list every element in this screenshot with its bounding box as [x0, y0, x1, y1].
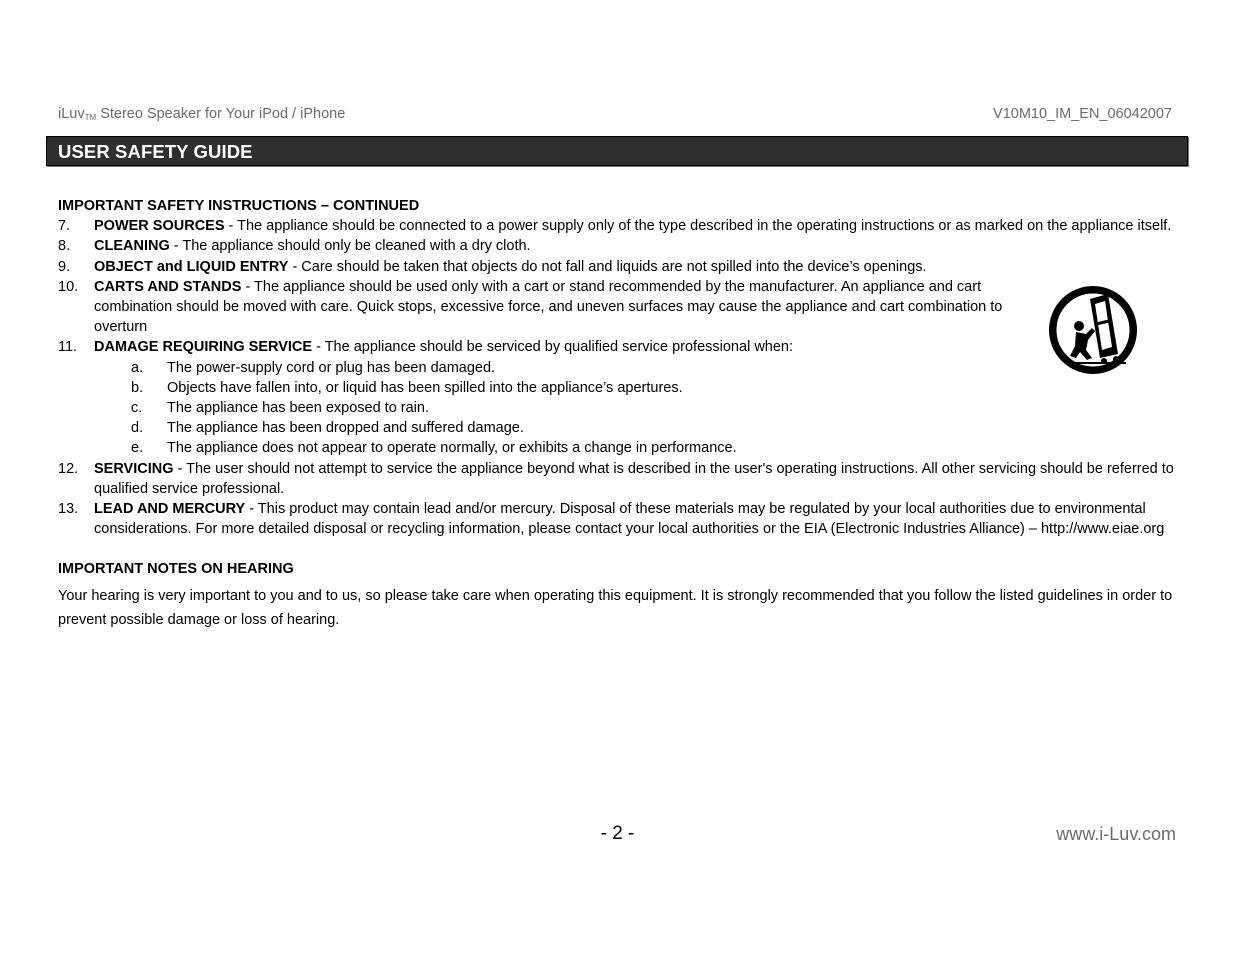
instruction-item-8 [58, 236, 1178, 256]
item-title: DAMAGE REQUIRING SERVICE [94, 339, 313, 356]
hearing-heading: IMPORTANT NOTES ON HEARING [58, 561, 294, 578]
item-number: 8. [58, 238, 71, 255]
sub-item-letter: d. [131, 420, 144, 437]
instruction-item-7 [58, 216, 1178, 236]
header-product-title [58, 106, 345, 122]
sub-item-b [58, 378, 1178, 398]
sub-item-letter: c. [131, 400, 143, 417]
item-title: CLEANING [94, 238, 170, 255]
section-title: USER SAFETY GUIDE [58, 141, 253, 162]
item-title: LEAD AND MERCURY [94, 501, 246, 518]
instructions-heading: IMPORTANT SAFETY INSTRUCTIONS – CONTINUED [58, 198, 420, 214]
sub-item-text: Objects have fallen into, or liquid has been spilled into the appliance’s apertures. [167, 379, 683, 396]
item-number: 10. [58, 278, 79, 295]
sub-item-c [58, 398, 1178, 418]
product-description: Stereo Speaker for Your iPod / iPhone [96, 106, 346, 122]
item-text: - The appliance should be connected to a power supply only of the type described in the operating instructions or as marked on the appliance itself. [224, 218, 1172, 235]
sub-item-letter: e. [131, 440, 144, 457]
sub-item-a [58, 358, 1178, 378]
sub-item-d [58, 418, 1178, 438]
instruction-item-11 [58, 337, 1178, 357]
item-text: - The user should not attempt to service the appliance beyond what is described in the user's operating instructions. All other servicing should be referred to qualified service professional. [94, 460, 1174, 497]
instruction-item-13 [58, 499, 1178, 539]
sub-item-letter: b. [131, 379, 144, 396]
item-title: SERVICING [94, 460, 174, 477]
item-number: 7. [58, 218, 71, 235]
item-number: 9. [58, 258, 71, 275]
trademark-mark: TM [84, 113, 97, 122]
item-title: OBJECT and LIQUID ENTRY [94, 258, 289, 275]
item-title: POWER SOURCES [94, 218, 225, 235]
sub-item-e [58, 438, 1178, 458]
item-text: - The appliance should be used only with a cart or stand recommended by the manufacturer. An appliance and cart combination should be moved with care. Quick stops, excessive force, and uneven surfaces may cause the appliance and cart combination to overturn [94, 278, 1003, 336]
section-title-bar [46, 136, 1188, 166]
document-code: V10M10_IM_EN_06042007 [993, 106, 1172, 122]
item-title: CARTS AND STANDS [94, 278, 242, 295]
item-number: 13. [58, 501, 79, 518]
sub-item-letter: a. [131, 359, 144, 376]
hearing-paragraph: Your hearing is very important to you and to us, so please take care when operating this equipment. It is strongly recommended that you follow the listed guidelines in order to prevent possible damage or loss of hearing. [58, 587, 1173, 628]
item-number: 12. [58, 460, 79, 477]
item-text: - Care should be taken that objects do not fall and liquids are not spilled into the device’s openings. [288, 258, 927, 275]
item-text: - The appliance should only be cleaned with a dry cloth. [169, 238, 531, 255]
sub-item-text: The power-supply cord or plug has been damaged. [167, 359, 496, 376]
item-text: - This product may contain lead and/or mercury. Disposal of these materials may be regulated by your local authorities due to environmental considerations. For more detailed disposal or recycling information, please contact your local authorities or the EIA (Electronic Industries Alliance) – http://www.eiae.org [94, 501, 1165, 538]
sub-item-text: The appliance has been dropped and suffered damage. [167, 420, 524, 437]
document-content [58, 196, 1178, 632]
instruction-item-9 [58, 257, 1178, 277]
sub-item-text: The appliance has been exposed to rain. [167, 400, 429, 417]
damage-sublist [58, 358, 1178, 459]
item-number: 11. [58, 339, 78, 356]
page-number: - 2 - [600, 823, 635, 844]
sub-item-text: The appliance does not appear to operate normally, or exhibits a change in performance. [167, 440, 737, 457]
website-url: www.i-Luv.com [1056, 824, 1176, 844]
instruction-item-12 [58, 459, 1178, 499]
cart-tip-over-warning-icon [1046, 284, 1142, 378]
item-text: - The appliance should be serviced by qualified service professional when: [312, 339, 794, 356]
brand-name: iLuv [58, 106, 85, 122]
instruction-item-10 [58, 277, 1178, 338]
